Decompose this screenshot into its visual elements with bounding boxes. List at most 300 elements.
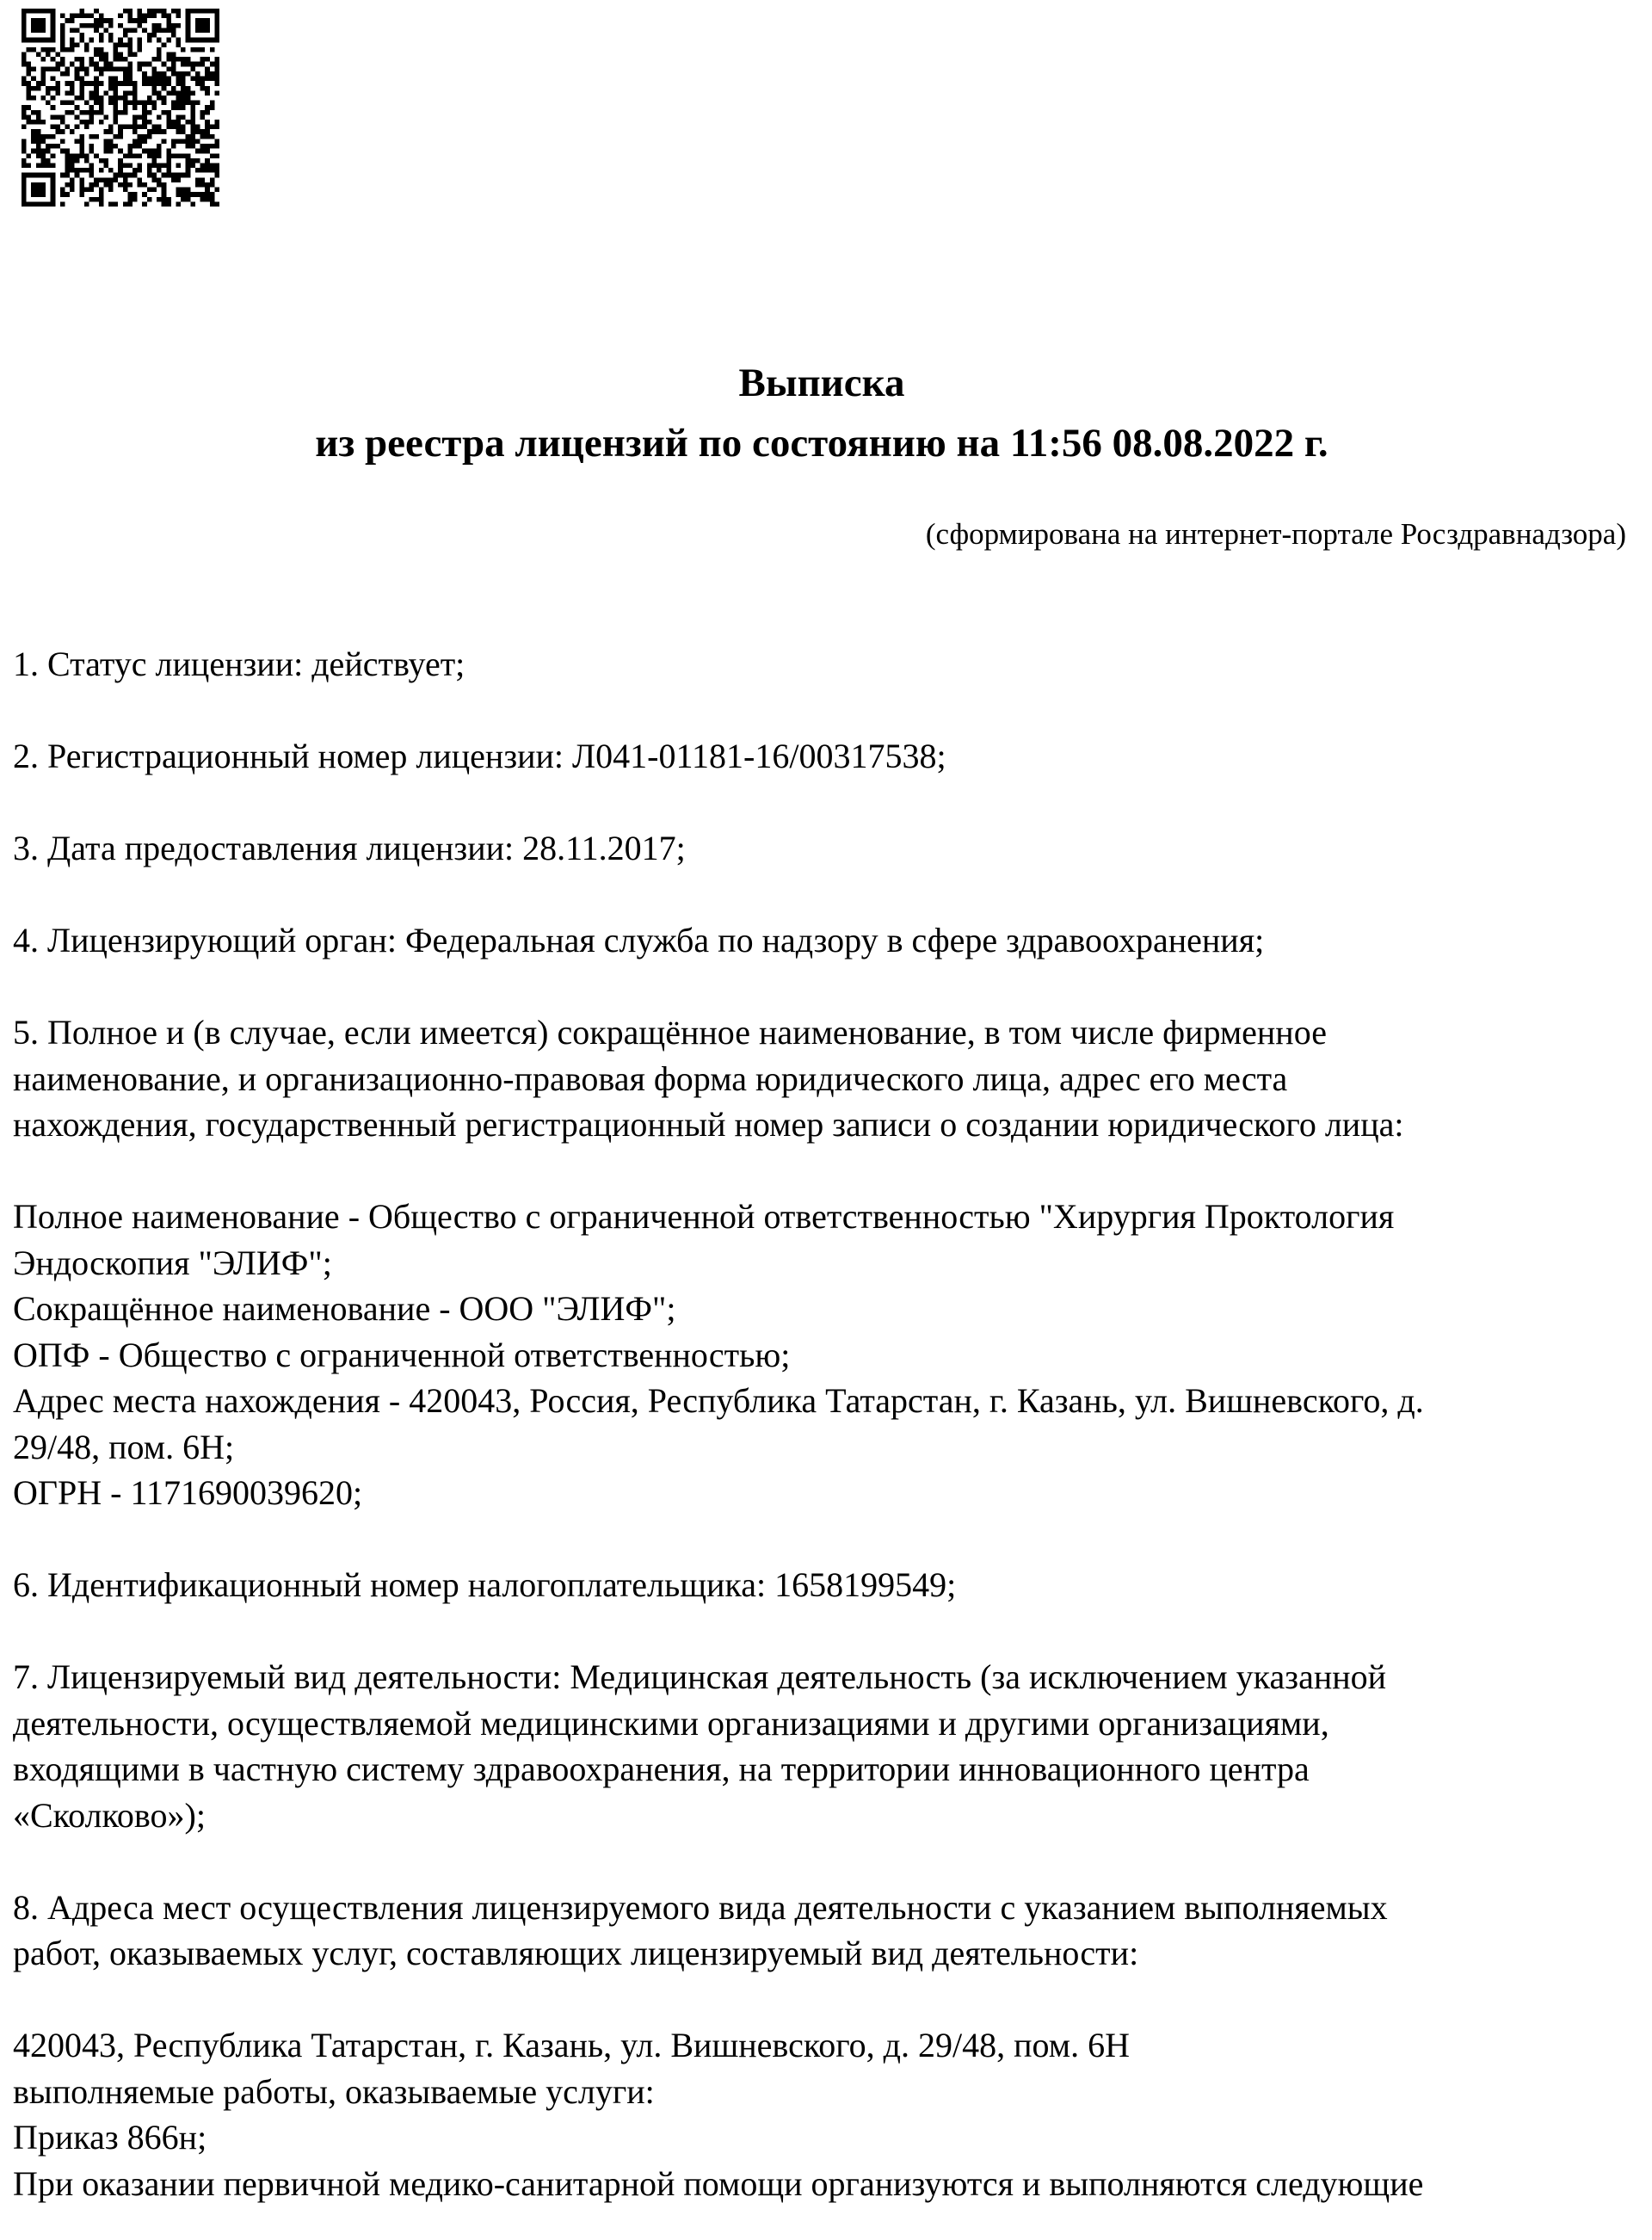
qr-module	[79, 182, 84, 188]
qr-module	[190, 110, 195, 115]
qr-module	[157, 129, 162, 134]
qr-module	[89, 188, 95, 193]
qr-module	[114, 90, 119, 96]
qr-module	[79, 144, 84, 149]
qr-module	[186, 28, 191, 33]
qr-module	[75, 125, 80, 130]
qr-module	[133, 144, 138, 149]
qr-module	[176, 42, 182, 47]
qr-module	[40, 134, 46, 139]
qr-module	[118, 38, 123, 43]
qr-module	[103, 52, 108, 57]
qr-module	[46, 134, 51, 139]
qr-module	[176, 188, 182, 193]
qr-module	[51, 125, 56, 130]
qr-module	[75, 168, 80, 173]
qr-module	[166, 81, 171, 86]
qr-module	[89, 38, 95, 43]
qr-module	[190, 129, 195, 134]
qr-module	[36, 120, 41, 125]
qr-module	[31, 192, 36, 197]
qr-module	[200, 129, 206, 134]
qr-module	[190, 139, 195, 144]
qr-module	[127, 144, 133, 149]
qr-module	[186, 96, 191, 101]
qr-module	[79, 153, 84, 158]
qr-module	[138, 42, 143, 47]
qr-module	[151, 23, 157, 28]
qr-module	[147, 38, 152, 43]
qr-module	[147, 62, 152, 67]
qr-module	[75, 158, 80, 164]
title-line-2: из реестра лицензий по состоянию на 11:56 08.08.2022 г.	[315, 421, 1328, 466]
qr-module	[195, 192, 200, 197]
qr-module	[118, 129, 123, 134]
qr-module	[65, 173, 70, 178]
qr-module	[157, 164, 162, 169]
org-full-name-cont: Эндоскопия "ЭЛИФ";	[13, 1243, 332, 1282]
qr-module	[51, 197, 56, 202]
qr-module	[195, 177, 200, 182]
qr-module	[40, 201, 46, 207]
qr-module	[195, 28, 200, 33]
qr-module	[210, 101, 215, 106]
qr-module	[176, 120, 182, 125]
qr-module	[79, 66, 84, 71]
qr-module	[195, 77, 200, 82]
qr-module	[186, 168, 191, 173]
qr-module	[36, 201, 41, 207]
qr-module	[60, 47, 65, 52]
qr-module	[133, 86, 138, 91]
qr-module	[166, 90, 171, 96]
qr-module	[190, 90, 195, 96]
qr-module	[70, 168, 75, 173]
qr-module	[200, 114, 206, 120]
qr-module	[40, 164, 46, 169]
qr-module	[200, 182, 206, 188]
qr-module	[27, 153, 32, 158]
qr-module	[55, 86, 60, 91]
qr-module	[31, 96, 36, 101]
qr-module	[176, 38, 182, 43]
qr-module	[200, 38, 206, 43]
qr-module	[138, 101, 143, 106]
qr-module	[108, 168, 114, 173]
qr-module	[200, 9, 206, 14]
qr-module	[99, 18, 104, 23]
qr-module	[127, 197, 133, 202]
qr-module	[195, 125, 200, 130]
qr-module	[133, 81, 138, 86]
qr-module	[127, 125, 133, 130]
qr-module	[70, 182, 75, 188]
qr-module	[70, 158, 75, 164]
qr-module	[147, 197, 152, 202]
item-2-registration-number: 2. Регистрационный номер лицензии: Л041-01181-16/00317538;	[13, 737, 946, 775]
qr-module	[133, 139, 138, 144]
qr-module	[127, 90, 133, 96]
qr-module	[114, 177, 119, 182]
qr-module	[186, 9, 191, 14]
qr-module	[70, 18, 75, 23]
qr-module	[186, 197, 191, 202]
qr-module	[214, 66, 219, 71]
qr-module	[70, 90, 75, 96]
qr-module	[214, 90, 219, 96]
qr-module	[60, 14, 65, 19]
qr-module	[51, 182, 56, 188]
qr-module	[22, 9, 27, 14]
qr-module	[162, 62, 167, 67]
qr-module	[65, 101, 70, 106]
qr-module	[200, 81, 206, 86]
qr-module	[89, 81, 95, 86]
qr-module	[151, 77, 157, 82]
qr-module	[79, 110, 84, 115]
qr-module	[162, 101, 167, 106]
qr-module	[108, 77, 114, 82]
qr-module	[118, 149, 123, 154]
qr-module	[205, 129, 210, 134]
qr-module	[157, 81, 162, 86]
qr-module	[210, 9, 215, 14]
qr-module	[162, 81, 167, 86]
qr-module	[51, 96, 56, 101]
qr-module	[36, 129, 41, 134]
qr-module	[51, 114, 56, 120]
qr-module	[205, 28, 210, 33]
qr-module	[186, 62, 191, 67]
qr-module	[99, 71, 104, 77]
qr-module	[65, 90, 70, 96]
qr-module	[94, 18, 99, 23]
qr-module	[186, 23, 191, 28]
qr-module	[205, 182, 210, 188]
qr-module	[89, 62, 95, 67]
qr-module	[127, 66, 133, 71]
qr-module	[151, 125, 157, 130]
qr-module	[181, 57, 186, 62]
qr-module	[151, 9, 157, 14]
qr-module	[94, 197, 99, 202]
qr-module	[31, 173, 36, 178]
qr-module	[190, 38, 195, 43]
qr-module	[176, 81, 182, 86]
qr-module	[133, 52, 138, 57]
document-body	[13, 641, 1630, 2206]
qr-module	[114, 57, 119, 62]
item-5-line: 5. Полное и (в случае, если имеется) сокращённое наименование, в том числе фирменное	[13, 1013, 1327, 1052]
qr-module	[40, 23, 46, 28]
qr-module	[27, 38, 32, 43]
qr-module	[190, 120, 195, 125]
qr-module	[36, 192, 41, 197]
qr-module	[46, 90, 51, 96]
qr-module	[157, 149, 162, 154]
qr-module	[181, 173, 186, 178]
qr-module	[51, 47, 56, 52]
qr-module	[195, 23, 200, 28]
qr-module	[114, 96, 119, 101]
qr-module	[89, 114, 95, 120]
qr-module	[65, 110, 70, 115]
item-6-inn: 6. Идентификационный номер налогоплательщика: 1658199549;	[13, 1565, 957, 1604]
qr-module	[22, 125, 27, 130]
qr-module	[79, 177, 84, 182]
qr-module	[36, 38, 41, 43]
document-title	[0, 353, 1643, 473]
qr-module	[22, 77, 27, 82]
qr-module	[162, 197, 167, 202]
qr-module	[114, 144, 119, 149]
qr-module	[171, 105, 176, 110]
qr-module	[190, 47, 195, 52]
qr-module	[40, 38, 46, 43]
qr-module	[171, 144, 176, 149]
qr-module	[127, 62, 133, 67]
qr-module	[181, 101, 186, 106]
qr-module	[27, 66, 32, 71]
qr-module	[60, 192, 65, 197]
qr-module	[46, 9, 51, 14]
qr-module	[89, 14, 95, 19]
qr-module	[99, 38, 104, 43]
qr-module	[214, 164, 219, 169]
qr-module	[31, 139, 36, 144]
qr-module	[65, 164, 70, 169]
qr-module	[138, 38, 143, 43]
qr-module	[27, 96, 32, 101]
qr-module	[40, 158, 46, 164]
qr-module	[147, 129, 152, 134]
qr-module	[186, 164, 191, 169]
qr-module	[40, 120, 46, 125]
qr-module	[133, 105, 138, 110]
qr-module	[205, 149, 210, 154]
qr-module	[103, 90, 108, 96]
qr-module	[99, 158, 104, 164]
qr-module	[142, 105, 147, 110]
qr-module	[118, 52, 123, 57]
qr-module	[127, 149, 133, 154]
qr-module	[89, 96, 95, 101]
qr-module	[51, 188, 56, 193]
qr-module	[205, 188, 210, 193]
qr-module	[118, 57, 123, 62]
qr-module	[214, 77, 219, 82]
qr-module	[40, 96, 46, 101]
qr-module	[200, 164, 206, 169]
qr-module	[40, 57, 46, 62]
qr-module	[147, 134, 152, 139]
qr-module	[166, 38, 171, 43]
qr-module	[60, 188, 65, 193]
qr-module	[108, 139, 114, 144]
qr-module	[84, 71, 89, 77]
qr-module	[166, 114, 171, 120]
qr-module	[99, 188, 104, 193]
qr-module	[142, 71, 147, 77]
qr-module	[147, 81, 152, 86]
qr-module	[70, 188, 75, 193]
qr-module	[186, 57, 191, 62]
qr-module	[166, 149, 171, 154]
qr-module	[108, 129, 114, 134]
qr-module	[55, 81, 60, 86]
qr-module	[195, 139, 200, 144]
qr-module	[133, 114, 138, 120]
qr-module	[27, 114, 32, 120]
qr-module	[65, 149, 70, 154]
qr-module	[27, 201, 32, 207]
qr-module	[181, 114, 186, 120]
qr-module	[186, 120, 191, 125]
qr-module	[151, 153, 157, 158]
qr-module	[190, 164, 195, 169]
qr-module	[46, 173, 51, 178]
qr-module	[162, 110, 167, 115]
qr-module	[108, 23, 114, 28]
item-7-line: 7. Лицензируемый вид деятельности: Медицинская деятельность (за исключением указанной	[13, 1657, 1387, 1696]
qr-module	[176, 192, 182, 197]
qr-module	[75, 114, 80, 120]
qr-module	[99, 197, 104, 202]
qr-module	[79, 149, 84, 154]
qr-module	[114, 101, 119, 106]
qr-module	[94, 81, 99, 86]
qr-module	[75, 28, 80, 33]
qr-module	[195, 18, 200, 23]
qr-module	[118, 110, 123, 115]
qr-module	[79, 77, 84, 82]
qr-module	[210, 71, 215, 77]
qr-module	[157, 57, 162, 62]
qr-module	[84, 110, 89, 115]
qr-module	[171, 52, 176, 57]
qr-module	[55, 114, 60, 120]
qr-module	[200, 18, 206, 23]
qr-module	[151, 14, 157, 19]
qr-module	[46, 201, 51, 207]
qr-module	[181, 47, 186, 52]
qr-module	[214, 71, 219, 77]
activity-address: 420043, Республика Татарстан, г. Казань, ул. Вишневского, д. 29/48, пом. 6Н	[13, 2026, 1130, 2064]
qr-module	[195, 168, 200, 173]
qr-module	[186, 18, 191, 23]
qr-module	[127, 101, 133, 106]
qr-module	[171, 86, 176, 91]
qr-module	[70, 38, 75, 43]
qr-module	[94, 9, 99, 14]
qr-module	[157, 182, 162, 188]
qr-module	[181, 153, 186, 158]
qr-module	[22, 144, 27, 149]
qr-module	[40, 188, 46, 193]
qr-module	[190, 77, 195, 82]
qr-module	[79, 86, 84, 91]
qr-module	[200, 86, 206, 91]
qr-module	[190, 134, 195, 139]
qr-module	[157, 77, 162, 82]
qr-module	[103, 139, 108, 144]
qr-module	[200, 134, 206, 139]
qr-module	[205, 168, 210, 173]
item-8-line: работ, оказываемых услуг, составляющих лицензируемый вид деятельности:	[13, 1934, 1139, 1972]
qr-module	[108, 33, 114, 38]
qr-module	[84, 81, 89, 86]
qr-module	[127, 71, 133, 77]
qr-module	[79, 14, 84, 19]
qr-module	[186, 33, 191, 38]
qr-module	[162, 182, 167, 188]
qr-module	[65, 47, 70, 52]
qr-module	[36, 110, 41, 115]
qr-module	[31, 66, 36, 71]
qr-module	[70, 177, 75, 182]
qr-module	[108, 177, 114, 182]
qr-module	[123, 101, 128, 106]
qr-module	[99, 47, 104, 52]
qr-module	[114, 134, 119, 139]
qr-module	[22, 139, 27, 144]
qr-module	[162, 164, 167, 169]
qr-module	[142, 110, 147, 115]
qr-module	[214, 125, 219, 130]
qr-module	[75, 71, 80, 77]
qr-module	[171, 66, 176, 71]
qr-module	[108, 38, 114, 43]
qr-module	[89, 110, 95, 115]
qr-module	[190, 114, 195, 120]
qr-module	[138, 18, 143, 23]
qr-module	[138, 125, 143, 130]
qr-module	[138, 23, 143, 28]
qr-module	[27, 71, 32, 77]
qr-module	[147, 110, 152, 115]
qr-module	[181, 96, 186, 101]
qr-module	[176, 14, 182, 19]
qr-module	[51, 57, 56, 62]
qr-module	[123, 177, 128, 182]
qr-module	[118, 164, 123, 169]
qr-module	[123, 188, 128, 193]
qr-module	[75, 105, 80, 110]
item-7-line: «Сколково»);	[13, 1795, 206, 1835]
qr-module	[138, 114, 143, 120]
qr-module	[94, 23, 99, 28]
qr-module	[103, 144, 108, 149]
qr-module	[89, 134, 95, 139]
qr-module	[200, 144, 206, 149]
qr-module	[94, 90, 99, 96]
qr-module	[114, 173, 119, 178]
item-8-line: 8. Адреса мест осуществления лицензируемого вида деятельности с указанием выполняемых	[13, 1887, 1388, 1927]
qr-module	[200, 47, 206, 52]
qr-module	[36, 52, 41, 57]
qr-module	[151, 101, 157, 106]
qr-module	[171, 153, 176, 158]
qr-module	[60, 201, 65, 207]
qr-module	[27, 62, 32, 67]
qr-module	[79, 81, 84, 86]
qr-module	[142, 18, 147, 23]
qr-module	[186, 153, 191, 158]
qr-module	[51, 192, 56, 197]
qr-module	[108, 188, 114, 193]
qr-module	[147, 149, 152, 154]
item-7-line: деятельности, осуществляемой медицинскими организациями и другими организациями,	[13, 1703, 1329, 1743]
